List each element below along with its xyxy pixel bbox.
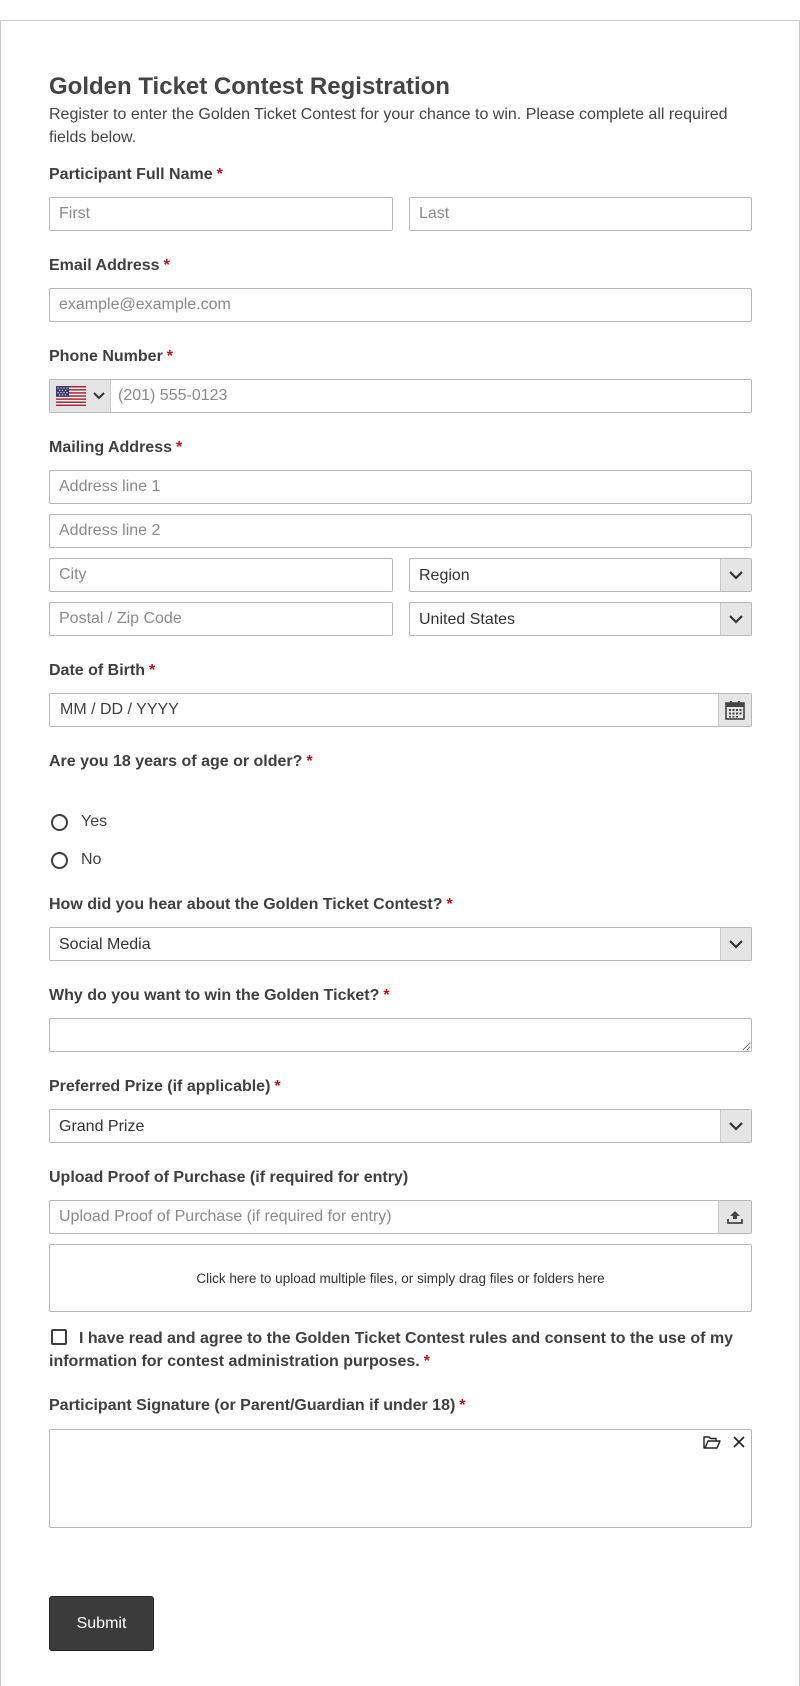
required-marker: * [166, 348, 174, 365]
postal-code-input[interactable] [49, 602, 393, 636]
submit-button[interactable]: Submit [49, 1596, 154, 1651]
country-select[interactable] [409, 602, 752, 636]
file-dropzone[interactable] [49, 1244, 752, 1312]
consent-row [49, 1327, 752, 1373]
consent-text: I have read and agree to the Golden Ticket Contest rules and consent to the use of my information for contest administration purposes. [49, 1330, 734, 1370]
calendar-button[interactable] [718, 694, 751, 726]
source-value: Social Media [59, 936, 151, 953]
required-marker: * [163, 257, 170, 274]
chevron-down-icon [729, 1122, 743, 1131]
prize-dropdown-button[interactable] [720, 1110, 751, 1142]
prize-select[interactable] [49, 1109, 752, 1143]
required-marker: * [423, 1353, 430, 1370]
reason-textarea[interactable] [49, 1018, 752, 1052]
last-name-input[interactable] [409, 197, 752, 231]
reason-label: Why do you want to win the Golden Ticket? * [49, 987, 390, 1004]
address-label: Mailing Address * [49, 439, 183, 456]
phone-label: Phone Number * [49, 348, 174, 365]
us-flag-icon [56, 386, 86, 406]
required-marker: * [446, 896, 453, 913]
signature-pad[interactable] [49, 1429, 752, 1528]
radio-button[interactable] [51, 814, 68, 831]
required-marker: * [175, 439, 183, 456]
phone-field [49, 379, 752, 413]
source-label: How did you hear about the Golden Ticket Contest? * [49, 896, 453, 913]
upload-label: Upload Proof of Purchase (if required for entry) [49, 1169, 409, 1186]
country-dropdown-button[interactable] [720, 603, 751, 635]
upload-icon [727, 1210, 743, 1224]
age-option-no[interactable]: No [49, 851, 101, 869]
chevron-down-icon [729, 571, 743, 580]
country-value: United States [419, 611, 516, 628]
signature-label: Participant Signature (or Parent/Guardian if under 18) * [49, 1397, 466, 1414]
upload-button[interactable] [718, 1201, 751, 1233]
prize-label: Preferred Prize (if applicable) * [49, 1078, 281, 1095]
age-option-yes[interactable]: Yes [49, 813, 107, 831]
email-label: Email Address * [49, 257, 170, 274]
required-marker: * [383, 987, 390, 1004]
dob-label: Date of Birth * [49, 662, 156, 679]
consent-checkbox[interactable] [51, 1329, 67, 1345]
city-input[interactable] [49, 558, 393, 592]
phone-input[interactable] [112, 380, 750, 412]
region-select[interactable] [409, 558, 752, 592]
required-marker: * [274, 1078, 281, 1095]
dob-field [49, 693, 752, 727]
prize-value: Grand Prize [59, 1118, 145, 1135]
address-line1-input[interactable] [49, 470, 752, 504]
required-marker: * [149, 662, 156, 679]
email-input[interactable] [49, 288, 752, 322]
chevron-down-icon [93, 392, 105, 400]
upload-placeholder: Upload Proof of Purchase (if required for entry) [59, 1208, 392, 1225]
age-label: Are you 18 years of age or older? * [49, 753, 313, 770]
country-code-dropdown[interactable] [50, 380, 111, 412]
source-dropdown-button[interactable] [720, 928, 751, 960]
page-title: Golden Ticket Contest Registration [49, 73, 450, 100]
name-label: Participant Full Name * [49, 166, 223, 183]
region-dropdown-button[interactable] [720, 559, 751, 591]
calendar-icon [725, 700, 745, 720]
region-value: Region [419, 567, 470, 584]
chevron-down-icon [729, 615, 743, 624]
required-marker: * [216, 166, 223, 183]
required-marker: * [459, 1397, 466, 1414]
folder-open-icon[interactable] [703, 1435, 721, 1450]
close-icon[interactable] [733, 1436, 745, 1448]
source-select[interactable] [49, 927, 752, 961]
upload-field[interactable] [49, 1200, 752, 1234]
address-line2-input[interactable] [49, 514, 752, 548]
dob-input[interactable] [50, 694, 710, 726]
first-name-input[interactable] [49, 197, 393, 231]
form-card [0, 20, 800, 1686]
dropzone-text: Click here to upload multiple files, or simply drag files or folders here [196, 1270, 605, 1286]
radio-button[interactable] [51, 852, 68, 869]
form-description: Register to enter the Golden Ticket Contest for your chance to win. Please complete all required fields below. [49, 106, 728, 146]
chevron-down-icon [729, 940, 743, 949]
required-marker: * [306, 753, 313, 770]
